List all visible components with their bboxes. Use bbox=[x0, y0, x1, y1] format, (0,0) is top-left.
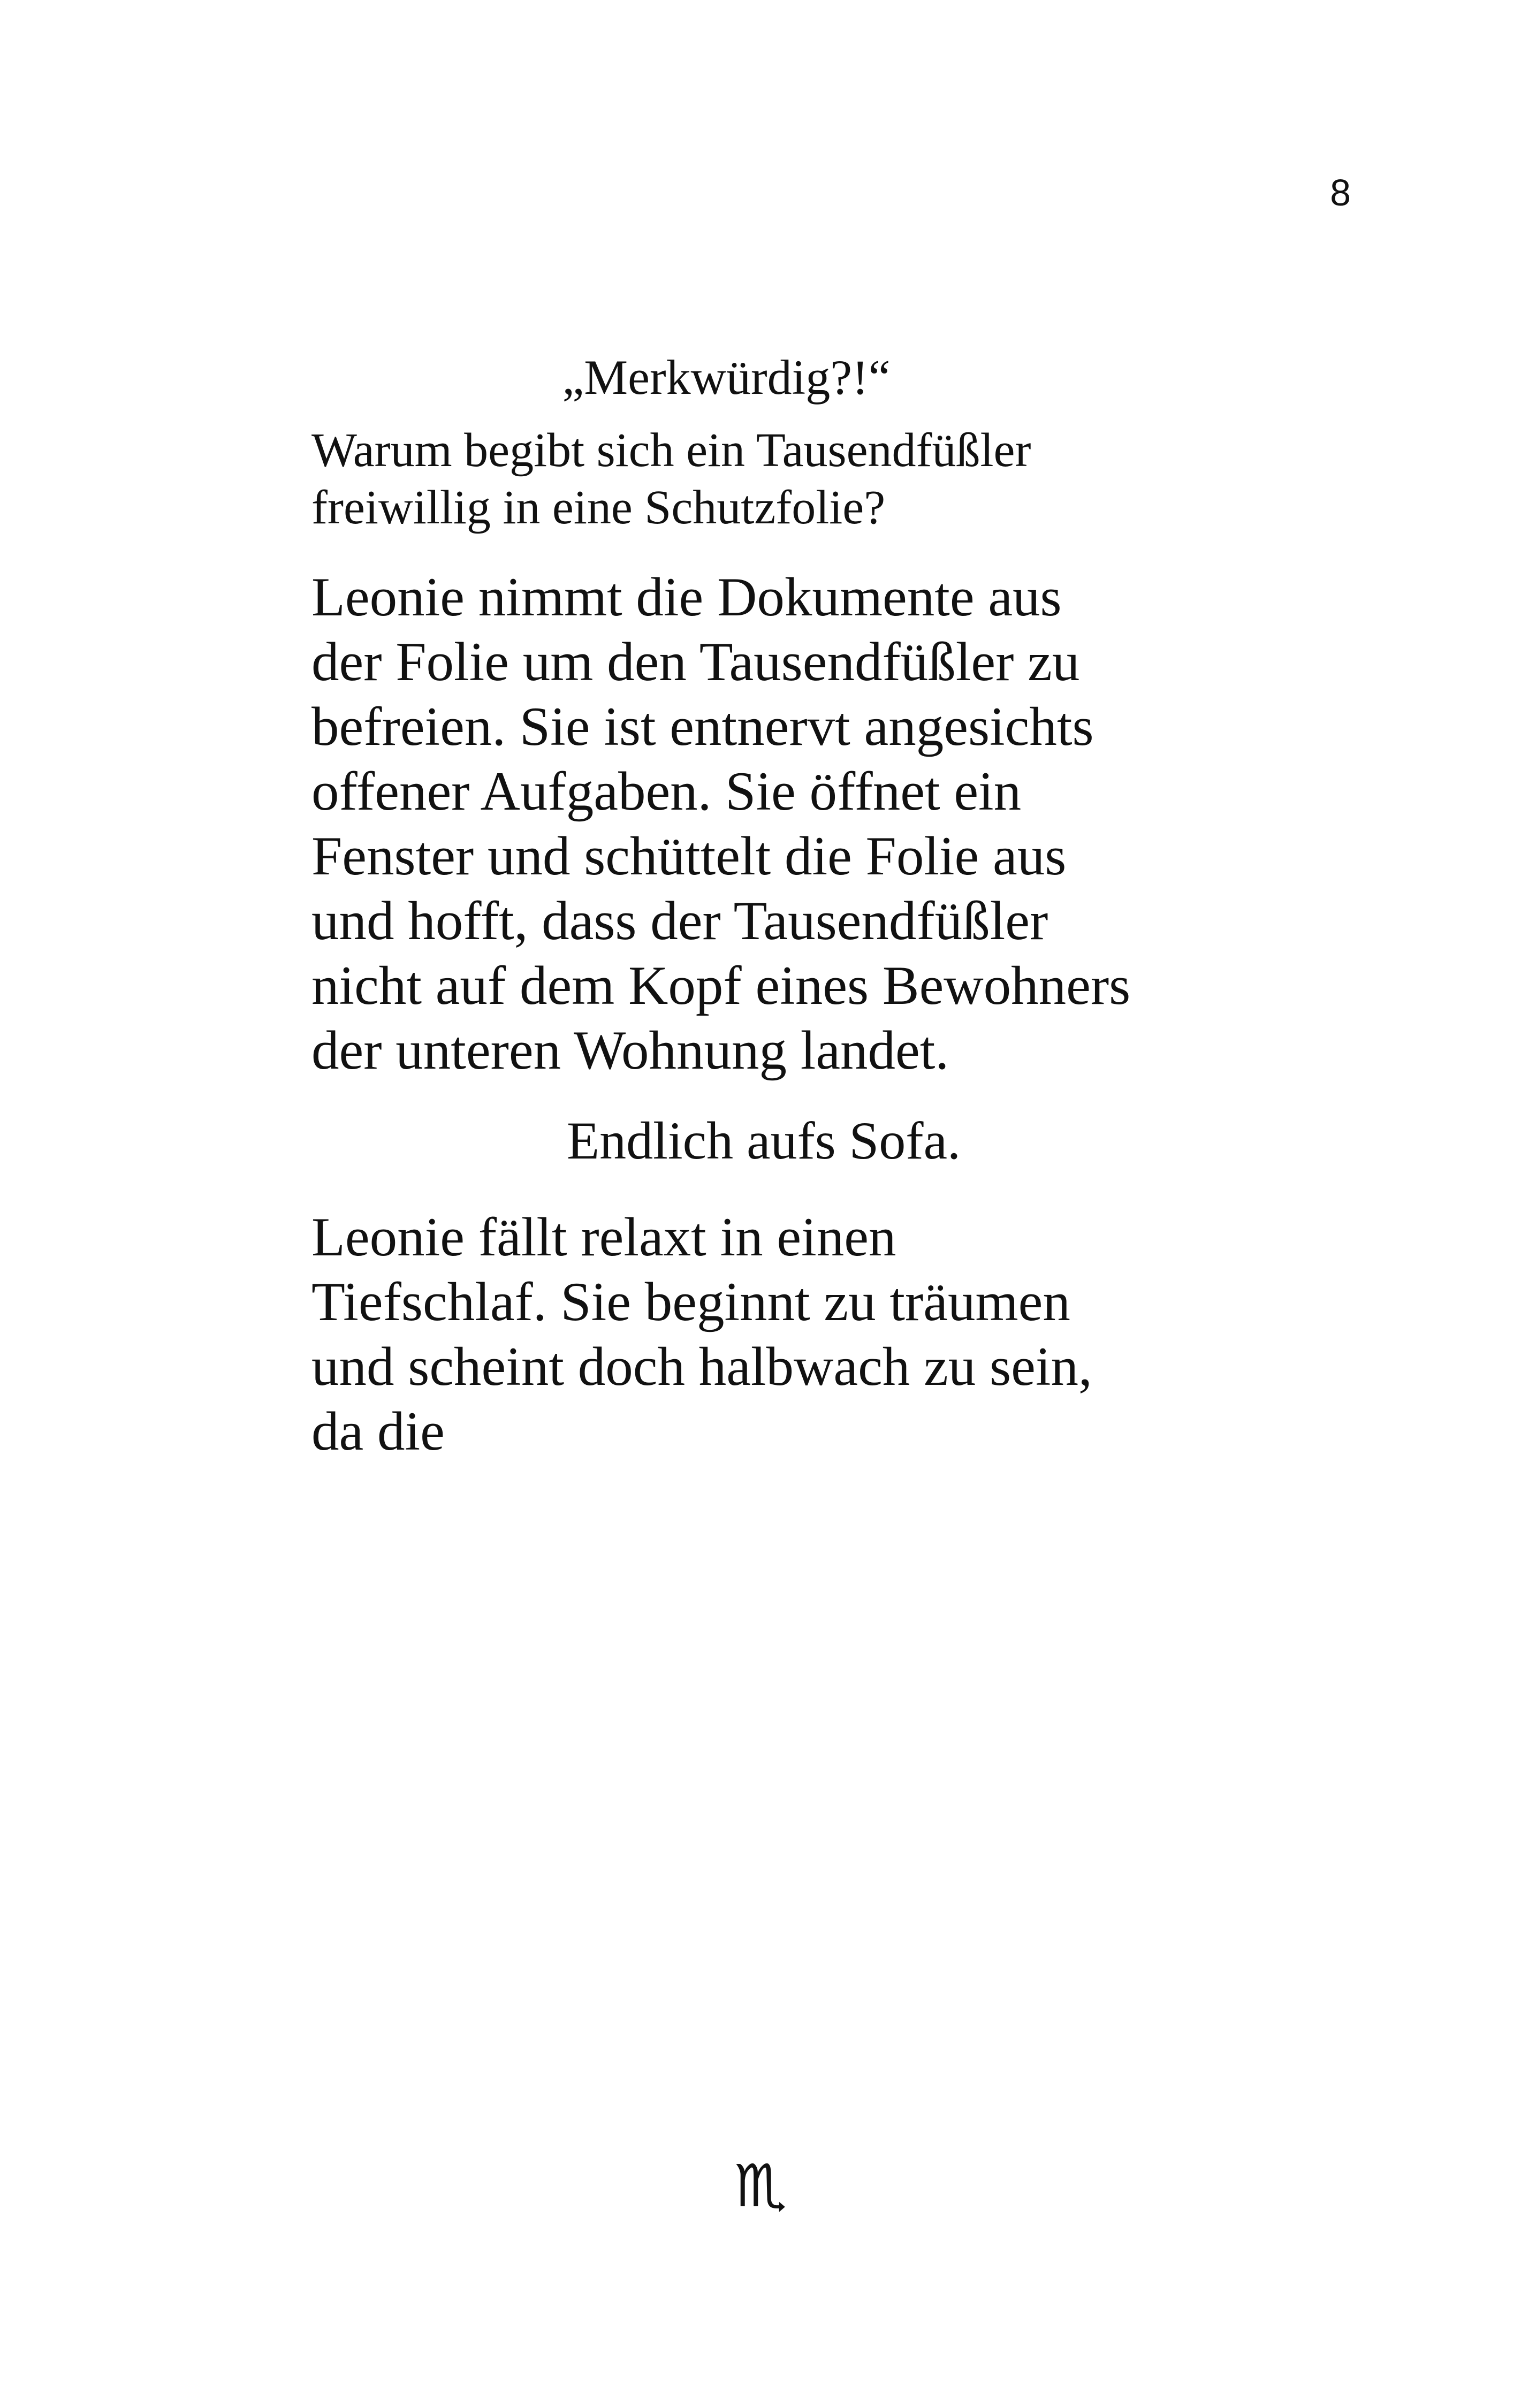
paragraph-line: da die bbox=[311, 1401, 445, 1462]
paragraph-line: und hofft, dass der Tausendfüßler bbox=[311, 890, 1048, 952]
paragraph-line: Tiefschlaf. Sie beginnt zu träumen bbox=[311, 1271, 1070, 1333]
subtitle-line: freiwillig in eine Schutzfolie? bbox=[311, 481, 886, 535]
page-number: 8 bbox=[1330, 172, 1351, 214]
paragraph-leonie-sleep bbox=[311, 1205, 1221, 1464]
paragraph-line: der Folie um den Tausendfüßler zu bbox=[311, 631, 1080, 693]
section-heading-sofa: Endlich aufs Sofa. bbox=[567, 1111, 961, 1171]
paragraph-leonie-documents bbox=[311, 565, 1221, 1083]
paragraph-line: und scheint doch halbwach zu sein, bbox=[311, 1336, 1092, 1398]
scorpio-ornament-icon: ♏ bbox=[734, 2152, 787, 2220]
paragraph-line: der unteren Wohnung landet. bbox=[311, 1020, 949, 1081]
paragraph-line: befreien. Sie ist entnervt angesichts bbox=[311, 696, 1094, 758]
paragraph-line: Leonie fällt relaxt in einen bbox=[311, 1207, 896, 1268]
paragraph-line: Fenster und schüttelt die Folie aus bbox=[311, 826, 1067, 887]
paragraph-line: offener Aufgaben. Sie öffnet ein bbox=[311, 761, 1022, 822]
subtitle-line: Warum begibt sich ein Tausendfüßler bbox=[311, 424, 1031, 477]
page-body bbox=[311, 348, 1221, 1464]
paragraph-line: Leonie nimmt die Dokumente aus bbox=[311, 567, 1062, 628]
subtitle-question bbox=[311, 422, 1221, 536]
paragraph-line: nicht auf dem Kopf eines Bewohners bbox=[311, 955, 1131, 1017]
section-heading-merkwuerdig: „Merkwürdig?!“ bbox=[562, 350, 891, 405]
